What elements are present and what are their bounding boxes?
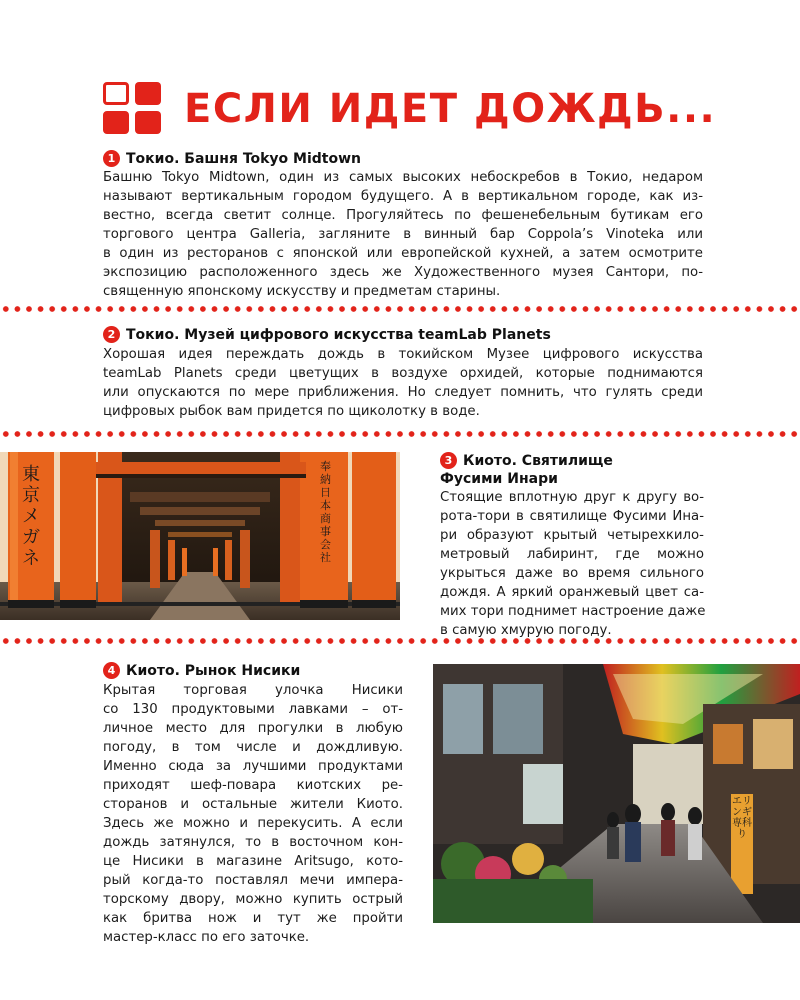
gate-inscription-left: 東京メガネ (22, 464, 40, 569)
text-line: мих тори поднимет настроение даже (440, 604, 706, 619)
page-title: ЕСЛИ ИДЕТ ДОЖДЬ... (184, 86, 717, 132)
text-line: торскому двору, можно купить острый (103, 892, 403, 907)
torii-gates-photo (0, 452, 400, 620)
number-badge: 3 (440, 452, 457, 469)
section-2-text (103, 345, 703, 421)
text-line: священную японскому искусству и предметам старины. (103, 284, 501, 299)
text-line: погоду, в том числе и дождливую. (103, 740, 403, 755)
text-line: рый когда-то поставлял мечи импера- (103, 873, 403, 888)
text-line: Хорошая идея переждать дождь в токийском Музее цифрового искусства (103, 347, 703, 362)
number-badge: 2 (103, 326, 120, 343)
text-line: называют вертикальным городом будущего. А в вертикальном городе, как из- (103, 189, 703, 204)
number-badge: 1 (103, 150, 120, 167)
text-line: дождя. А яркий оранжевый цвет са- (440, 585, 704, 600)
heading-text: Киото. Святилище (463, 453, 613, 469)
text-line: Здесь же можно и перекусить. А если (103, 816, 403, 831)
heading-text: Токио. Музей цифрового искусства teamLab Planets (126, 327, 551, 343)
text-line: teamLab Planets среди цветущих в воздухе орхидей, которые поднимаются (103, 366, 703, 381)
section-3-heading-line2: Фусими Инари (440, 471, 558, 487)
text-line: ри образуют крытый четырехкило- (440, 528, 704, 543)
text-line: как бритва нож и тут же пройти (103, 911, 403, 926)
heading-text: Токио. Башня Tokyo Midtown (126, 151, 362, 167)
section-3-text (440, 488, 704, 640)
text-line: приходят шеф-повара киотских ре- (103, 778, 403, 793)
text-line: рота-тори в святилище Фусими Ина- (440, 509, 704, 524)
text-line: Именно сюда за лучшими продуктами (103, 759, 403, 774)
text-line: мастер-класс по его заточке. (103, 930, 310, 945)
text-line: сторанов и остальные жители Киото. (103, 797, 403, 812)
text-line: Башню Tokyo Midtown, один из самых высоких небоскребов в Токио, недаром (103, 170, 703, 185)
dotted-divider (0, 638, 800, 644)
section-3-heading (440, 452, 613, 470)
text-line: цифровых рыбок вам придется по щиколотку в воде. (103, 404, 480, 419)
shop-sign: エリンギ専科り (732, 796, 752, 840)
text-line: укрыться даже во время сильного (440, 566, 704, 581)
text-line: Стоящие вплотную друг к другу во- (440, 490, 704, 505)
text-line: це Нисики в магазине Aritsugo, кото- (103, 854, 403, 869)
text-line: вестно, всегда светит солнце. Прогуляйтесь по фешенебельным бутикам его (103, 208, 703, 223)
dotted-divider (0, 431, 800, 437)
section-4-heading (103, 662, 300, 680)
section-1-heading (103, 150, 361, 168)
text-line: Крытая торговая улочка Нисики (103, 683, 403, 698)
text-line: со 130 продуктовыми лавками – от- (103, 702, 403, 717)
text-line: торгового центра Galleria, загляните в винный бар Coppola’s Vinoteka или (103, 227, 703, 242)
text-line: или опускаются по мере приближения. Но следует помнить, что гулять среди (103, 385, 703, 400)
text-line: в самую хмурую погоду. (440, 623, 612, 638)
gate-inscription-right: 奉納 日本商事 会社 (320, 460, 331, 564)
grid-squares-icon (103, 82, 163, 134)
text-line: личное место для прогулки в любую (103, 721, 403, 736)
section-4-text (103, 681, 403, 947)
nishiki-market-photo (433, 664, 800, 923)
text-line: метровый лабиринт, где можно (440, 547, 704, 562)
heading-text: Киото. Рынок Нисики (126, 663, 301, 679)
dotted-divider (0, 306, 800, 312)
text-line: экспозицию расположенного здесь же Художественного музея Сантори, по- (103, 265, 703, 280)
text-line: дождь затянулся, то в восточном кон- (103, 835, 403, 850)
section-1-text (103, 168, 703, 301)
number-badge: 4 (103, 662, 120, 679)
section-2-heading (103, 326, 551, 344)
text-line: в один из ресторанов с японской или европейской кухней, а затем осмотрите (103, 246, 703, 261)
